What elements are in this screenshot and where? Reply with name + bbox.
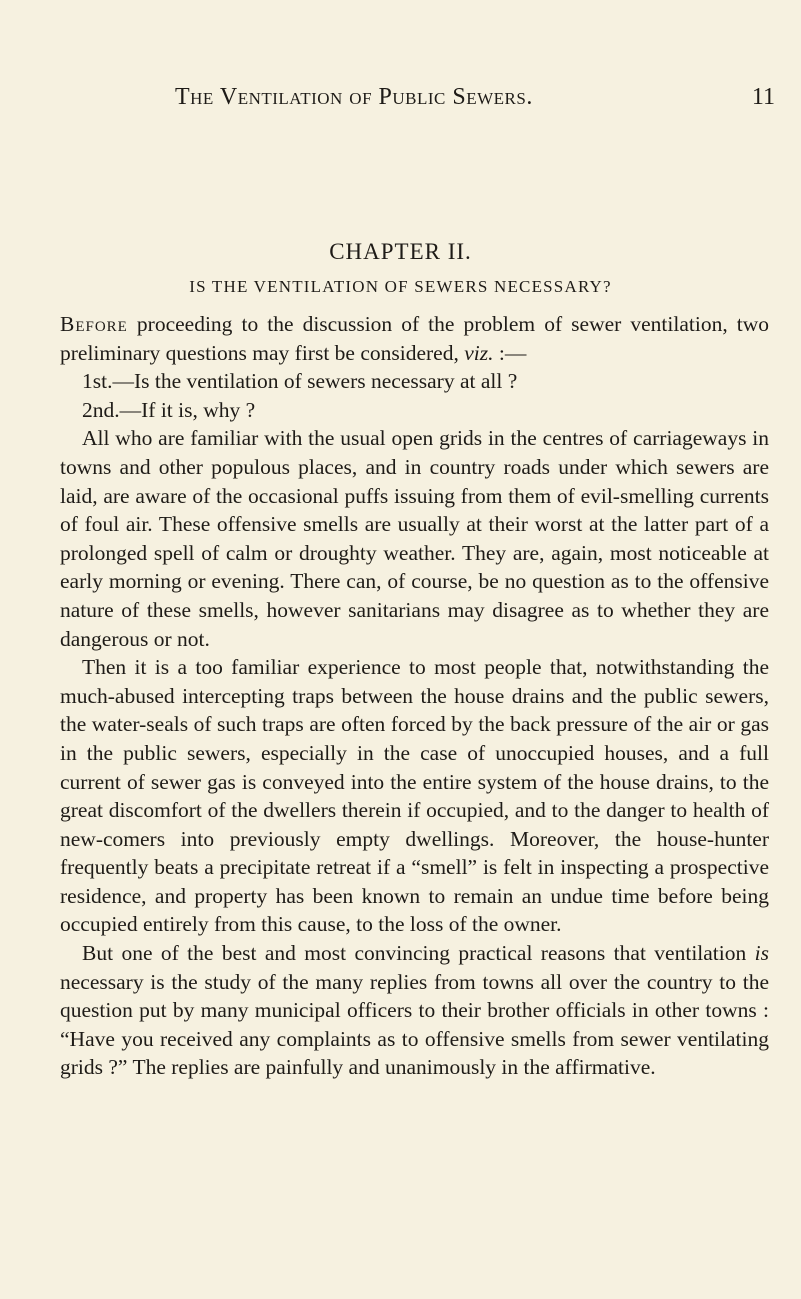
intro-paragraph bbox=[60, 310, 769, 367]
question-1: 1st.—Is the ventilation of sewers necessary at all ? bbox=[82, 369, 518, 394]
paragraph-3-end: necessary is the study of the many replies from towns all over the country to the question put by many municipal officers to their brother officials in other towns : “Have you received any complaints as to offensive smells from sewer ventilating grids ?” The replies are painfully and unanimously in the affirmative. bbox=[60, 969, 769, 1080]
paragraph-2: Then it is a too familiar experience to most people that, notwithstanding the much-abused intercepting traps between the house drains and the public sewers, the water-seals of such traps are often forced by the back pressure of the air or gas in the public sewers, especially in the case of unoccupied houses, and a full current of sewer gas is conveyed into the entire system of the house drains, to the great discomfort of the dwellers therein if occupied, and to the danger to health of new-comers into previously empty dwellings. Moreover, the house-hunter frequently beats a precipitate retreat if a “smell” is felt in inspecting a prospective residence, and property has been known to remain an undue time before being occupied entirely from this cause, to the loss of the owner. bbox=[60, 655, 769, 937]
question-2: 2nd.—If it is, why ? bbox=[82, 397, 256, 422]
body-text bbox=[60, 310, 769, 1082]
paragraph-3 bbox=[60, 939, 769, 1082]
chapter-heading: CHAPTER II. bbox=[329, 239, 472, 264]
running-title: The Ventilation of Public Sewers. bbox=[175, 84, 533, 110]
chapter-subtitle: IS THE VENTILATION OF SEWERS NECESSARY? bbox=[189, 277, 612, 296]
intro-dash: :— bbox=[493, 340, 527, 365]
paragraph-3-start: But one of the best and most convincing practical reasons that ventilation bbox=[82, 941, 755, 966]
paragraph-1: All who are familiar with the usual open grids in the centres of carriageways in towns and other populous places, and in country roads under which sewers are laid, are aware of the occasional puffs issuing from them of evil-smelling currents of foul air. These offensive smells are usually at their worst at the latter part of a prolonged spell of calm or droughty weather. They are, again, most noticeable at early morning or evening. There can, of course, be no question as to the offensive nature of these smells, however sanitarians may disagree as to whether they are dangerous or not. bbox=[60, 426, 769, 651]
paragraph-3-emphasis: is bbox=[754, 941, 769, 966]
running-head bbox=[60, 84, 775, 124]
intro-text: proceeding to the discussion of the problem of sewer ventilation, two preliminary questions may first be considered, bbox=[60, 312, 769, 365]
viz-abbreviation: viz. bbox=[464, 340, 494, 365]
page-number: 11 bbox=[751, 84, 775, 110]
opening-word: Before bbox=[60, 312, 128, 336]
